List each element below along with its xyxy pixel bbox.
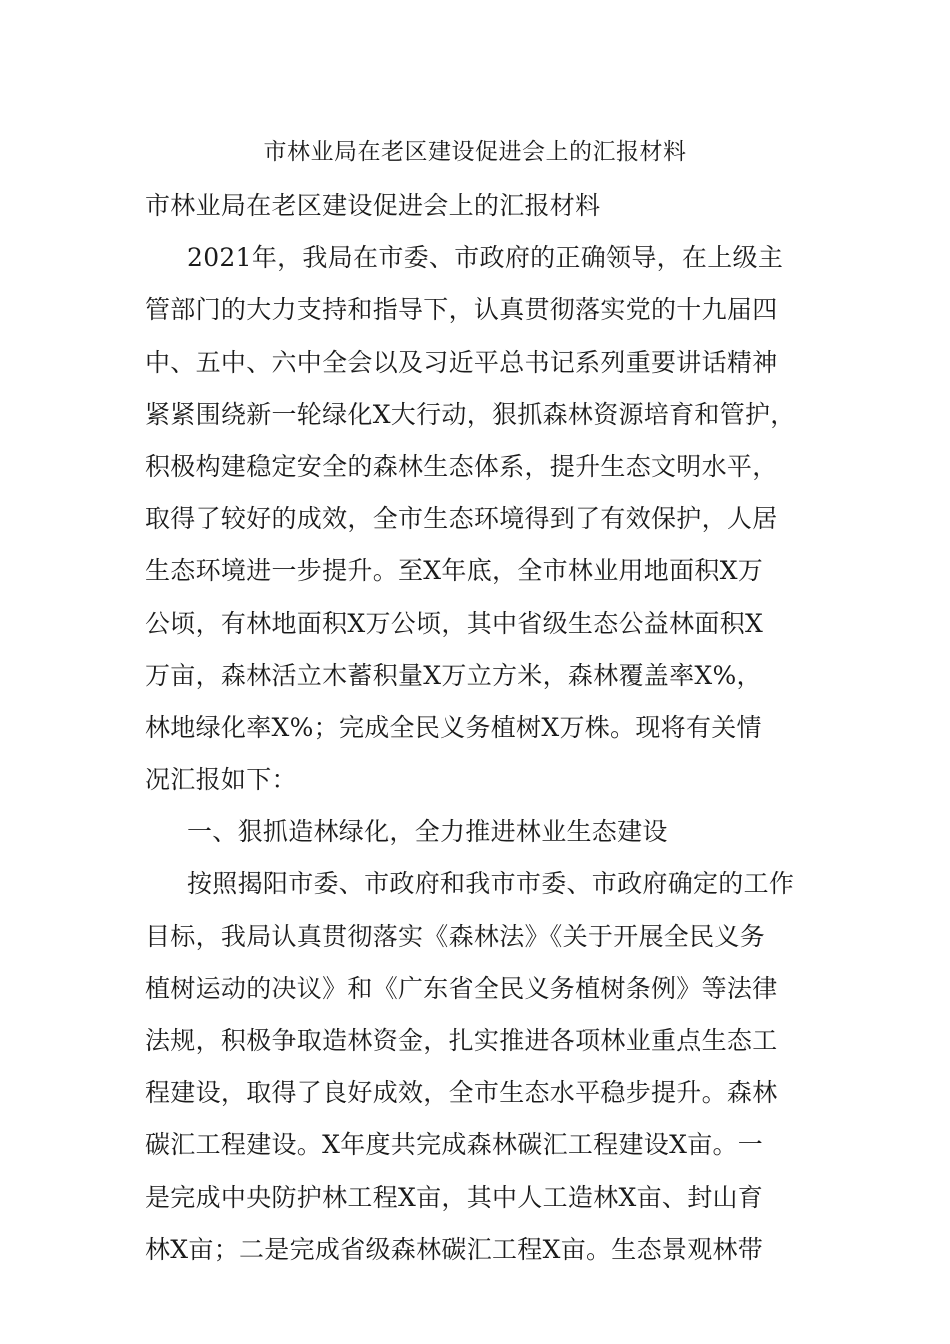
text-line: 取得了较好的成效，全市生态环境得到了有效保护，人居 bbox=[145, 504, 778, 534]
text-line: 积极构建稳定安全的森林生态体系，提升生态文明水平， bbox=[145, 451, 778, 481]
text-line: 市林业局在老区建设促进会上的汇报材料 bbox=[145, 191, 601, 220]
text-line: 万亩，森林活立木蓄积量X万立方米，森林覆盖率X%， bbox=[145, 660, 762, 690]
text-line: 管部门的大力支持和指导下，认真贯彻落实党的十九届四 bbox=[145, 295, 778, 325]
text-line: 程建设，取得了良好成效，全市生态水平稳步提升。森林 bbox=[145, 1078, 778, 1108]
text-line: 公顷，有林地面积X万公顷，其中省级生态公益林面积X bbox=[145, 608, 764, 638]
text-line: 中、五中、六中全会以及习近平总书记系列重要讲话精神 bbox=[145, 347, 778, 377]
text-line: 是完成中央防护林工程X亩，其中人工造林X亩、封山育 bbox=[145, 1182, 764, 1212]
document-body bbox=[145, 180, 817, 1276]
text-line: 目标，我局认真贯彻落实《森林法》《关于开展全民义务 bbox=[145, 921, 766, 951]
document-title: 市林业局在老区建设促进会上的汇报材料 bbox=[263, 139, 687, 165]
text-line: 林地绿化率X%；完成全民义务植树X万株。现将有关情 bbox=[145, 712, 762, 742]
section-heading: 一、狠抓造林绿化，全力推进林业生态建设 bbox=[187, 817, 668, 847]
text-line: 生态环境进一步提升。至X年底，全市林业用地面积X万 bbox=[145, 556, 764, 586]
text-line: 林X亩；二是完成省级森林碳汇工程X亩。生态景观林带 bbox=[145, 1234, 764, 1264]
text-line: 紧紧围绕新一轮绿化X大行动，狠抓森林资源培育和管护， bbox=[145, 399, 796, 429]
text-line: 2021年，我局在市委、市政府的正确领导，在上级主 bbox=[187, 243, 784, 273]
text-line: 法规，积极争取造林资金，扎实推进各项林业重点生态工 bbox=[145, 1026, 778, 1055]
text-line: 按照揭阳市委、市政府和我市市委、市政府确定的工作 bbox=[187, 869, 795, 899]
text-line: 碳汇工程建设。X年度共完成森林碳汇工程建设X亩。一 bbox=[145, 1130, 764, 1160]
text-line: 况汇报如下： bbox=[145, 765, 297, 795]
text-line: 植树运动的决议》和《广东省全民义务植树条例》等法律 bbox=[145, 973, 778, 1003]
